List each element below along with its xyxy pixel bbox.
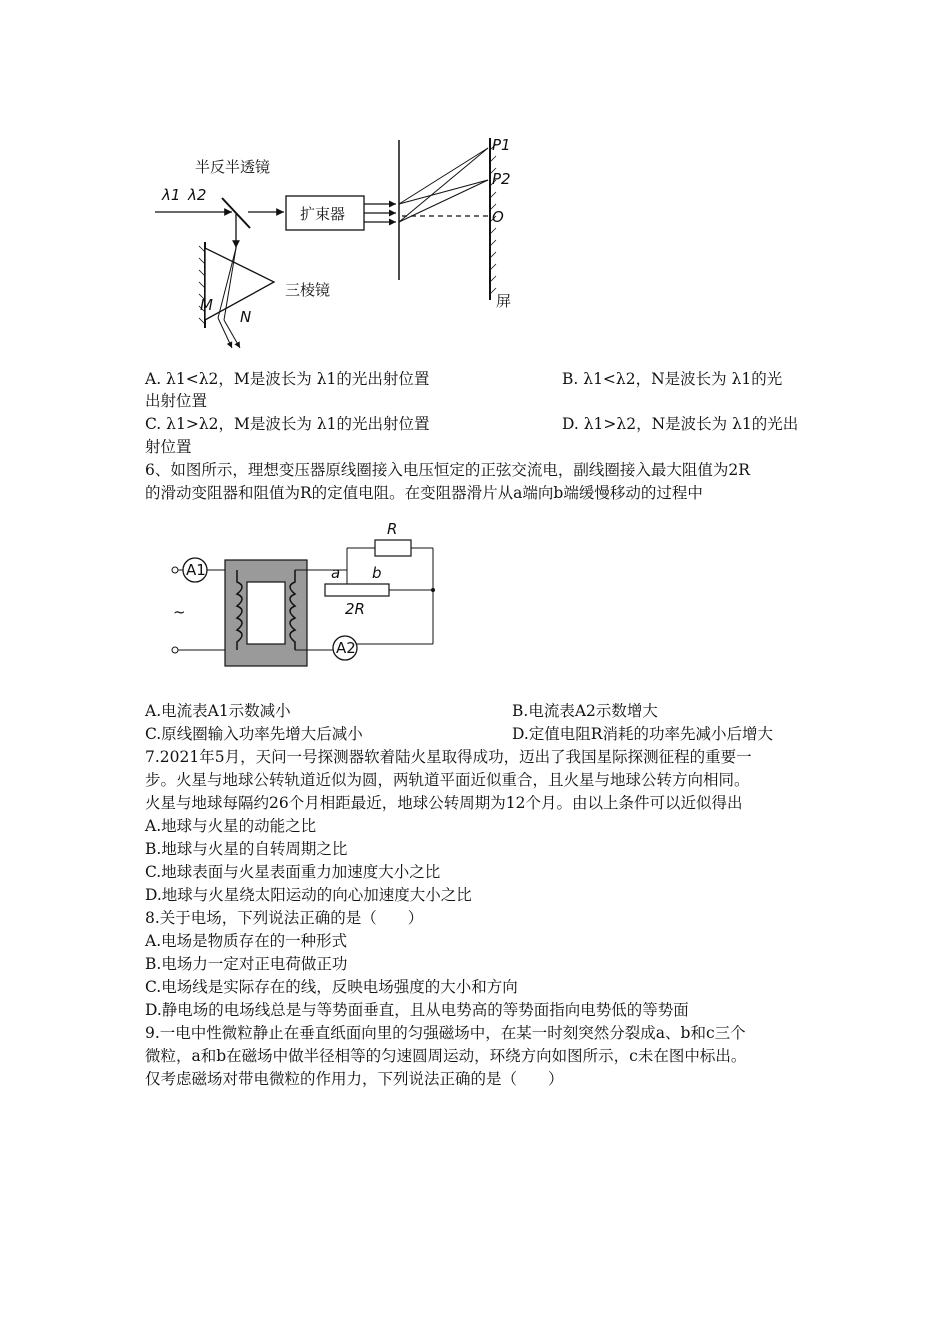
q6-stem-1: 6、如图所示，理想变压器原线圈接入电压恒定的正弦交流电，副线圈接入最大阻值为2R <box>145 461 750 479</box>
expander-label: 扩束器 <box>300 205 346 223</box>
2r-label: 2R <box>345 600 365 618</box>
p2-label: P2 <box>492 170 511 188</box>
q5-option-a: A. λ1<λ2，M是波长为 λ1的光出射位置 <box>145 370 430 388</box>
q5-option-d-cont: 射位置 <box>145 438 192 456</box>
optics-diagram <box>140 130 530 355</box>
n-label: N <box>240 308 252 326</box>
q9-stem-3: 仅考虑磁场对带电微粒的作用力，下列说法正确的是（ ） <box>145 1070 564 1088</box>
q7-stem-3: 火星与地球每隔约26个月相距最近，地球公转周期为12个月。由以上条件可以近似得出 <box>145 794 743 812</box>
r-label: R <box>387 520 398 538</box>
a2-label: A2 <box>336 639 356 657</box>
resistor-r <box>375 540 411 556</box>
q7-option-c: C.地球表面与火星表面重力加速度大小之比 <box>145 863 441 881</box>
q8-option-c: C.电场线是实际存在的线，反映电场强度的大小和方向 <box>145 978 518 996</box>
half-mirror-label: 半反半透镜 <box>195 158 271 176</box>
q6-option-c: C.原线圈输入功率先增大后减小 <box>145 725 363 743</box>
q6-option-b: B.电流表A2示数增大 <box>512 702 658 720</box>
q8-option-a: A.电场是物质存在的一种形式 <box>145 932 348 950</box>
ac-symbol: ~ <box>173 603 186 621</box>
p1-label: P1 <box>492 136 511 154</box>
a-end-label: a <box>331 564 341 582</box>
o-label: O <box>492 208 504 226</box>
q9-stem-2: 微粒，a和b在磁场中做半径相等的匀速圆周运动，环绕方向如图所示，c未在图中标出。 <box>145 1047 747 1065</box>
transformer-circuit <box>165 520 455 680</box>
screen-label: 屏 <box>496 292 512 310</box>
q6-option-d: D.定值电阻R消耗的功率先减小后增大 <box>512 725 773 743</box>
prism-label: 三棱镜 <box>285 281 331 299</box>
a1-label: A1 <box>186 561 206 579</box>
q8-option-d: D.静电场的电场线总是与等势面垂直，且从电势高的等势面指向电势低的等势面 <box>145 1001 689 1019</box>
q6-stem-2: 的滑动变阻器和阻值为R的定值电阻。在变阻器滑片从a端向b端缓慢移动的过程中 <box>145 484 703 502</box>
q5-option-b: B. λ1<λ2，N是波长为 λ1的光 <box>562 370 783 388</box>
q7-stem-2: 步。火星与地球公转轨道近似为圆，两轨道平面近似重合，且火星与地球公转方向相同。 <box>145 771 750 789</box>
q5-option-b-cont: 出射位置 <box>145 392 208 410</box>
m-label: M <box>200 296 213 314</box>
lambda1-label: λ1 <box>162 186 181 204</box>
lambda2-label: λ2 <box>188 186 207 204</box>
q8-stem: 8.关于电场，下列说法正确的是（ ） <box>145 909 424 927</box>
q7-option-a: A.地球与火星的动能之比 <box>145 817 317 835</box>
q9-stem-1: 9.一电中性微粒静止在垂直纸面向里的匀强磁场中，在某一时刻突然分裂成a、b和c三个 <box>145 1024 746 1042</box>
q8-option-b: B.电场力一定对正电荷做正功 <box>145 955 348 973</box>
rheostat-2r <box>325 584 389 596</box>
q5-option-d: D. λ1>λ2，N是波长为 λ1的光出 <box>562 415 799 433</box>
q7-option-d: D.地球与火星绕太阳运动的向心加速度大小之比 <box>145 886 472 904</box>
q7-stem-1: 7.2021年5月，天问一号探测器软着陆火星取得成功，迈出了我国星际探测征程的重要一 <box>145 748 752 766</box>
q7-option-b: B.地球与火星的自转周期之比 <box>145 840 348 858</box>
b-end-label: b <box>372 564 382 582</box>
q5-option-c: C. λ1>λ2，M是波长为 λ1的光出射位置 <box>145 415 430 433</box>
q6-option-a: A.电流表A1示数减小 <box>145 702 291 720</box>
